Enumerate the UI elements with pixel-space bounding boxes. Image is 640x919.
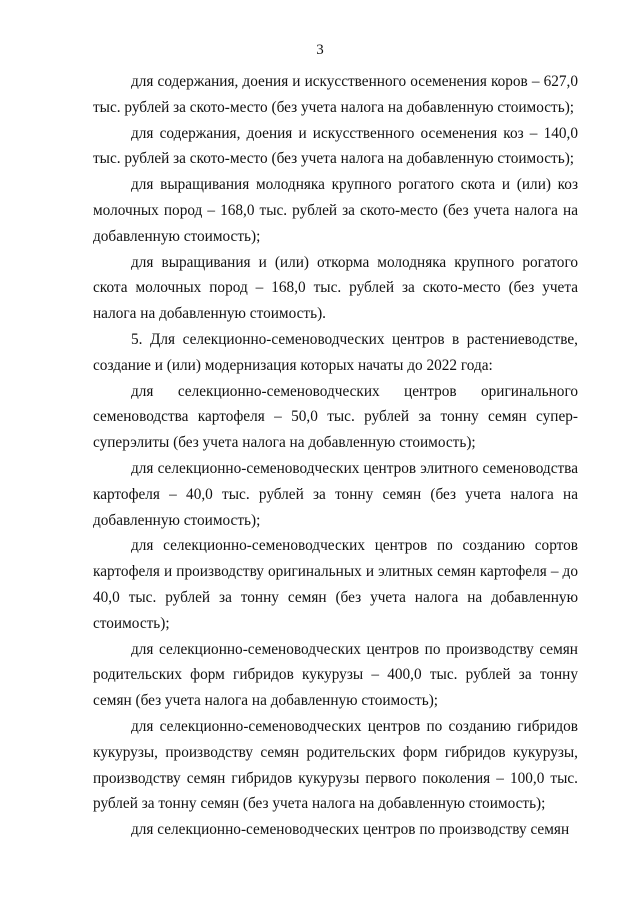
paragraph-cows-maintenance: для содержания, доения и искусственного осеменения коров – 627,0 тыс. рублей за ското-место (без учета налога на добавленную стоимость);	[93, 73, 578, 116]
paragraph-young-cattle-raising: для выращивания молодняка крупного рогатого скота и (или) коз молочных пород – 168,0 тыс. рублей за ското-место (без учета налога на добавленную стоимость);	[93, 176, 578, 245]
paragraph-potato-elite-seeds: для селекционно-семеноводческих центров элитного семеноводства картофеля – 40,0 тыс. рублей за тонну семян (без учета налога на добавленную стоимость);	[93, 459, 578, 529]
document-body	[93, 69, 578, 843]
paragraph-corn-parent-forms: для селекционно-семеноводческих центров по производству семян родительских форм гибридов кукурузы – 400,0 тыс. рублей за тонну семян (без учета налога на добавленную стоимость);	[93, 640, 578, 710]
page-number: 3	[316, 42, 324, 58]
paragraph-young-cattle-fattening: для выращивания и (или) откорма молодняка крупного рогатого скота молочных пород – 168,0 тыс. рублей за ското-место (без учета налога на добавленную стоимость).	[93, 253, 578, 323]
paragraph-seed-production-continued: для селекционно-семеноводческих центров по производству семян	[131, 821, 570, 839]
paragraph-corn-hybrids: для селекционно-семеноводческих центров по созданию гибридов кукурузы, производству семян родительских форм гибридов кукурузы, производству семян гибридов кукурузы первого поколения – 100,0 тыс. рублей за тонну семян (без учета налога на добавленную стоимость);	[93, 717, 578, 813]
paragraph-goats-maintenance: для содержания, доения и искусственного осеменения коз – 140,0 тыс. рублей за ското-место (без учета налога на добавленную стоимость);	[93, 124, 578, 168]
paragraph-potato-original-seeds: для селекционно-семеноводческих центров оригинального семеноводства картофеля – 50,0 тыс. рублей за тонну семян супер-суперэлиты (без учета налога на добавленную стоимость);	[93, 382, 578, 452]
paragraph-section-5-heading: 5. Для селекционно-семеноводческих центров в растениеводстве, создание и (или) модернизация которых начаты до 2022 года:	[93, 330, 578, 374]
paragraph-potato-varieties: для селекционно-семеноводческих центров по созданию сортов картофеля и производству оригинальных и элитных семян картофеля – до 40,0 тыс. рублей за тонну семян (без учета налога на добавленную стоимость);	[93, 537, 578, 632]
